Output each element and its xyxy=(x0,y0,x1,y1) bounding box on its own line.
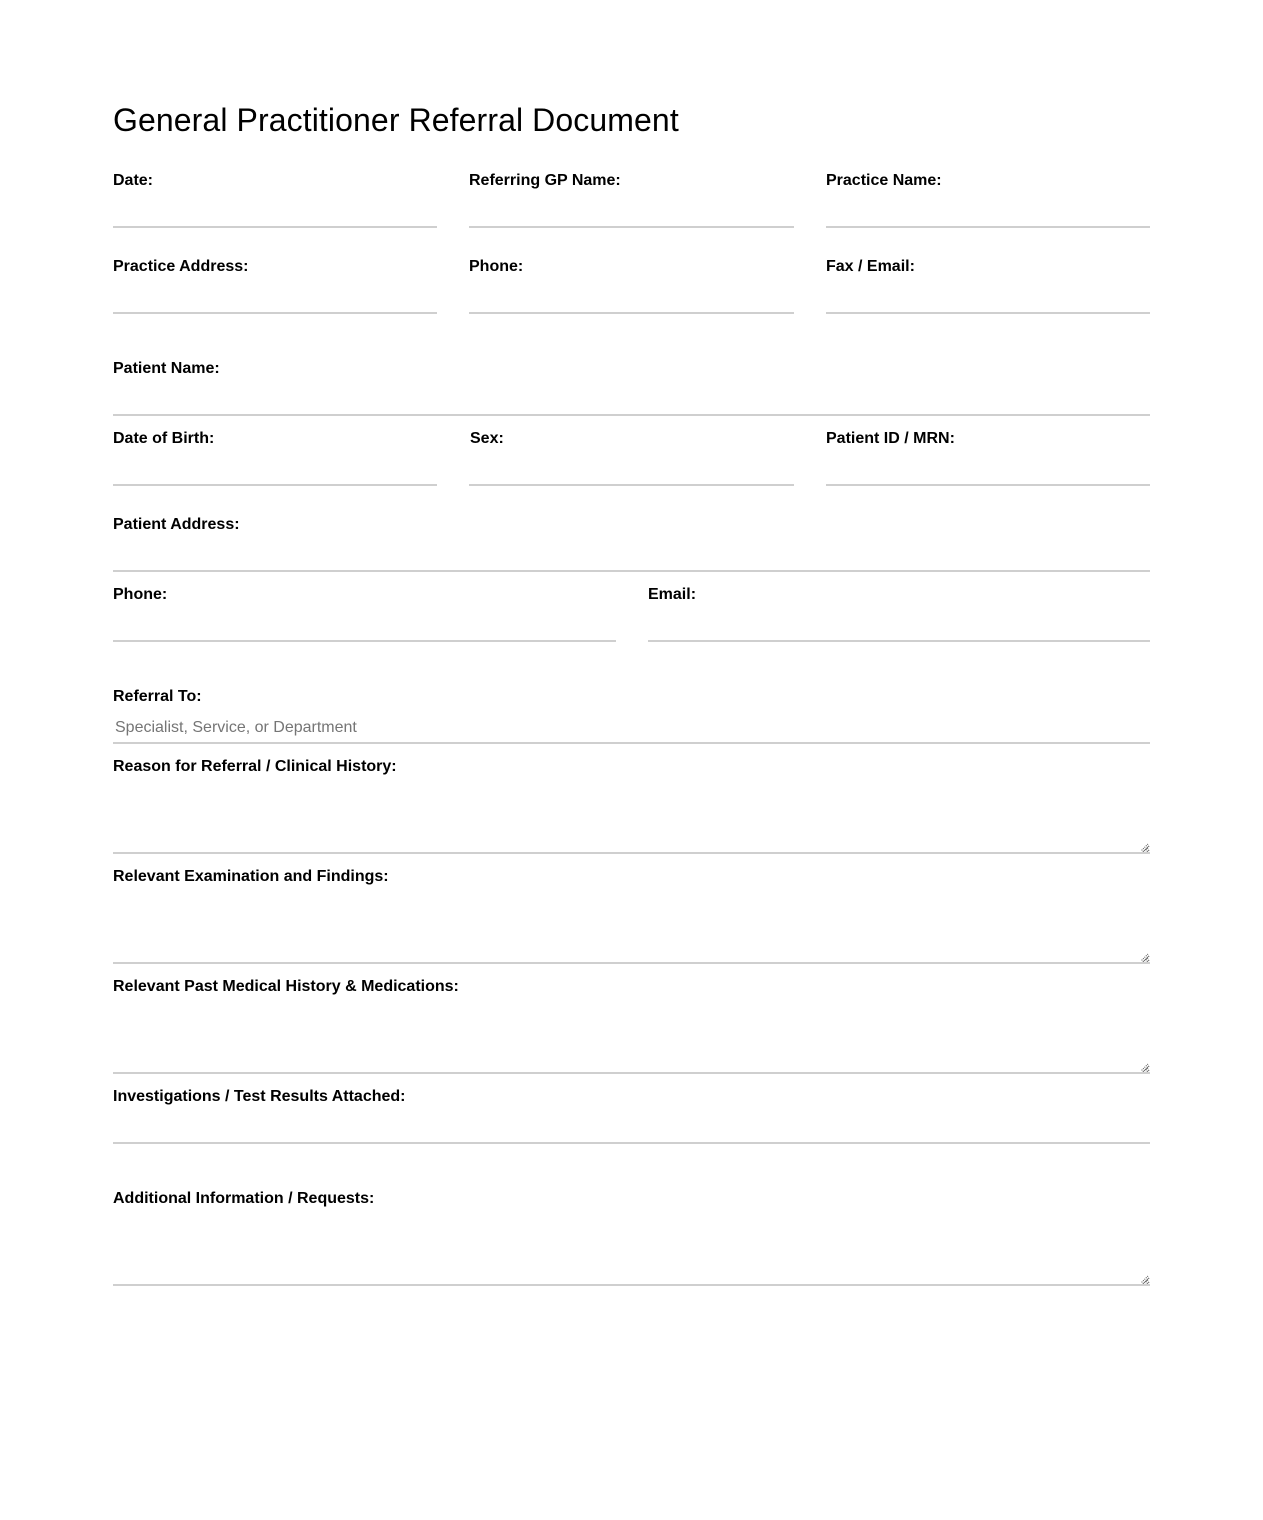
patient-email-input[interactable] xyxy=(648,616,1150,640)
examination-textarea[interactable] xyxy=(113,894,1150,964)
dob-label: Date of Birth: xyxy=(113,430,215,447)
fax-email-input[interactable] xyxy=(826,288,1150,312)
fax-email-label: Fax / Email: xyxy=(826,258,915,275)
practice-name-input[interactable] xyxy=(826,202,1150,226)
fax-email-field xyxy=(826,258,1150,315)
patient-name-input[interactable] xyxy=(113,390,1150,414)
patient-id-field xyxy=(826,430,1150,487)
reason-label: Reason for Referral / Clinical History: xyxy=(113,758,397,775)
gp-name-underline xyxy=(469,226,794,228)
sex-label: Sex: xyxy=(470,430,504,447)
practice-address-input[interactable] xyxy=(113,288,437,312)
examination-field xyxy=(113,868,1150,965)
patient-id-label: Patient ID / MRN: xyxy=(826,430,955,447)
referral-to-label: Referral To: xyxy=(113,688,202,705)
examination-label: Relevant Examination and Findings: xyxy=(113,868,389,885)
sex-field xyxy=(469,430,794,487)
practice-phone-field xyxy=(469,258,794,315)
practice-address-label: Practice Address: xyxy=(113,258,249,275)
patient-name-field xyxy=(113,360,1150,417)
past-history-label: Relevant Past Medical History & Medications: xyxy=(113,978,459,995)
patient-name-underline xyxy=(113,414,1150,416)
additional-info-underline xyxy=(113,1284,1150,1286)
sex-underline xyxy=(469,484,794,486)
dob-field xyxy=(113,430,437,487)
patient-address-label: Patient Address: xyxy=(113,516,240,533)
patient-address-input[interactable] xyxy=(113,546,1150,570)
patient-phone-label: Phone: xyxy=(113,586,168,603)
practice-address-underline xyxy=(113,312,437,314)
date-field xyxy=(113,172,437,229)
gp-name-field xyxy=(469,172,794,229)
patient-address-underline xyxy=(113,570,1150,572)
patient-name-label: Patient Name: xyxy=(113,360,220,377)
additional-info-label: Additional Information / Requests: xyxy=(113,1190,375,1207)
additional-info-field xyxy=(113,1190,1150,1287)
practice-name-underline xyxy=(826,226,1150,228)
patient-phone-underline xyxy=(113,640,616,642)
practice-address-field xyxy=(113,258,437,315)
examination-underline xyxy=(113,962,1150,964)
past-history-underline xyxy=(113,1072,1150,1074)
date-label: Date: xyxy=(113,172,154,189)
investigations-label: Investigations / Test Results Attached: xyxy=(113,1088,406,1105)
past-history-textarea[interactable] xyxy=(113,1004,1150,1074)
patient-address-field xyxy=(113,516,1150,573)
dob-input[interactable] xyxy=(113,460,437,484)
dob-underline xyxy=(113,484,437,486)
investigations-input[interactable] xyxy=(113,1118,1150,1142)
practice-name-field xyxy=(826,172,1150,229)
page-title: General Practitioner Referral Document xyxy=(113,102,679,138)
investigations-field xyxy=(113,1088,1150,1145)
patient-email-underline xyxy=(648,640,1150,642)
patient-email-label: Email: xyxy=(648,586,697,603)
resize-grip-icon[interactable] xyxy=(1140,1063,1149,1072)
patient-id-underline xyxy=(826,484,1150,486)
resize-grip-icon[interactable] xyxy=(1140,953,1149,962)
sex-input[interactable] xyxy=(469,460,794,484)
reason-textarea[interactable] xyxy=(113,784,1150,854)
resize-grip-icon[interactable] xyxy=(1140,1275,1149,1284)
patient-phone-field xyxy=(113,586,616,643)
fax-email-underline xyxy=(826,312,1150,314)
practice-phone-underline xyxy=(469,312,794,314)
resize-grip-icon[interactable] xyxy=(1140,843,1149,852)
date-underline xyxy=(113,226,437,228)
reason-field xyxy=(113,758,1150,855)
date-input[interactable] xyxy=(113,202,437,226)
investigations-underline xyxy=(113,1142,1150,1144)
gp-name-label: Referring GP Name: xyxy=(469,172,621,189)
practice-name-label: Practice Name: xyxy=(826,172,942,189)
practice-phone-input[interactable] xyxy=(469,288,794,312)
gp-name-input[interactable] xyxy=(469,202,794,226)
practice-phone-label: Phone: xyxy=(469,258,524,275)
patient-email-field xyxy=(648,586,1150,643)
additional-info-textarea[interactable] xyxy=(113,1216,1150,1286)
reason-underline xyxy=(113,852,1150,854)
referral-to-field xyxy=(113,688,1150,745)
past-history-field xyxy=(113,978,1150,1075)
referral-to-input[interactable] xyxy=(113,716,1150,740)
referral-to-underline xyxy=(113,742,1150,744)
patient-phone-input[interactable] xyxy=(113,616,616,640)
patient-id-input[interactable] xyxy=(826,460,1150,484)
